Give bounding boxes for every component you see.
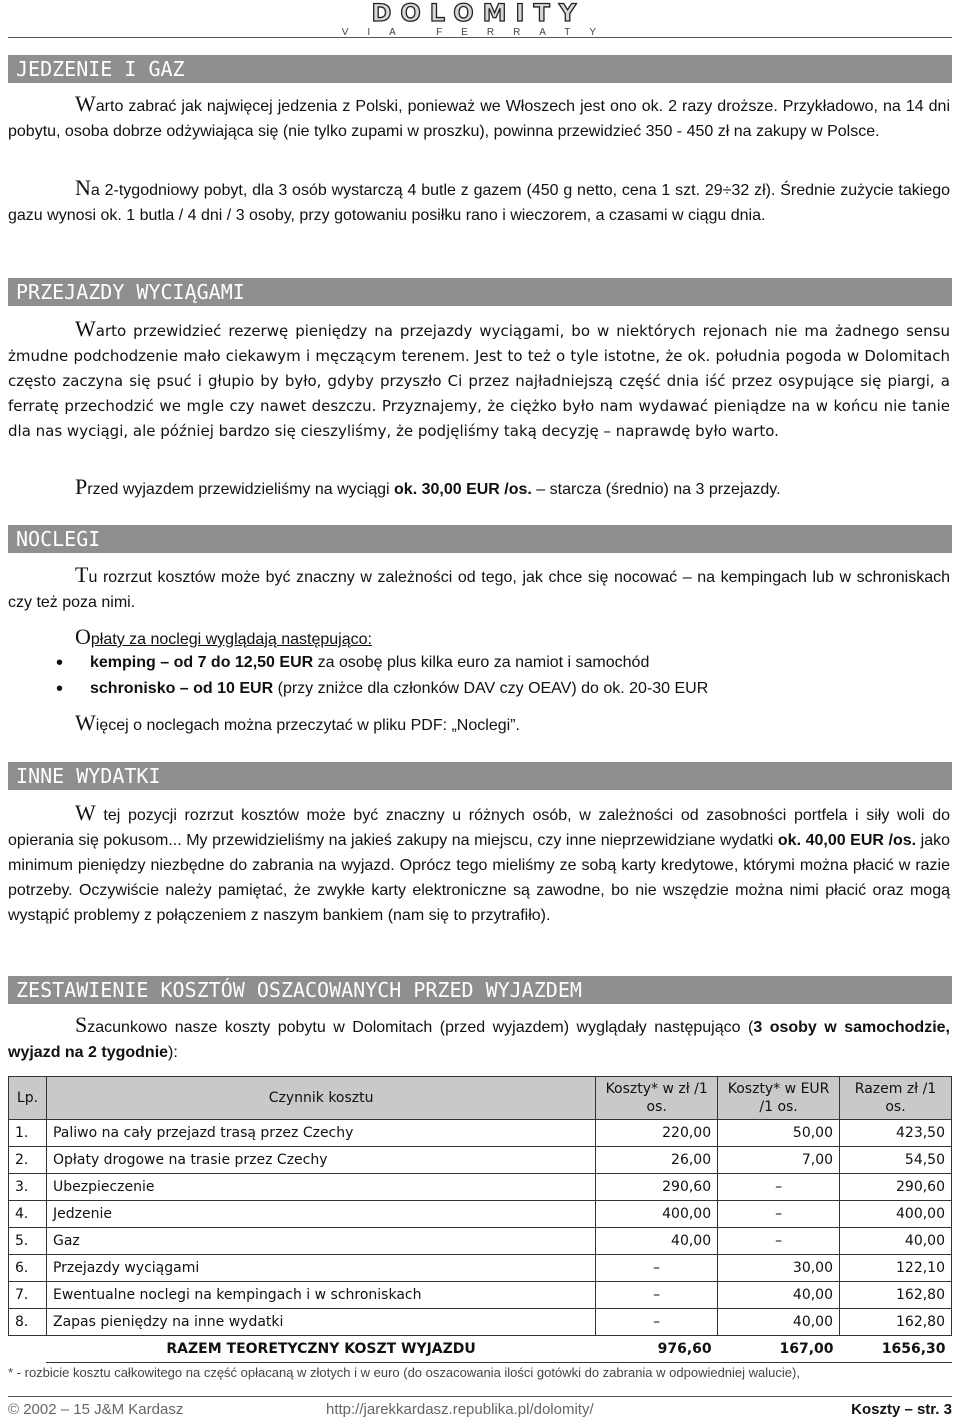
cost-eur: – xyxy=(718,1201,840,1228)
section-title-lodging: NOCLEGI xyxy=(8,525,952,553)
table-row xyxy=(9,1174,952,1201)
table-row xyxy=(9,1147,952,1174)
row-number: 7. xyxy=(9,1282,47,1309)
table-row xyxy=(9,1255,952,1282)
drop-initial: W xyxy=(75,800,96,825)
paragraph-text: płaty za noclegi wyglądają następująco: xyxy=(90,631,372,648)
paragraph-text: jako minimum pieniędzy niezbędne do zabrania na wyjazd. Oprócz tego mieliśmy ze sobą karty kredytowe, którymi można płacić w razie potrzeby. Oczywiście należy pamiętać, że zwykłe karty elektroniczne są zawodne, bo nie wszędzie można nimi płacić oraz mogą wystąpić problemy z połączeniem z naszym bankiem (nam się to przytrafiło). xyxy=(8,832,950,924)
drop-initial: W xyxy=(75,710,96,735)
paragraph-text: rzed wyjazdem przewidzieliśmy na wyciągi xyxy=(87,481,395,498)
total-eur: 167,00 xyxy=(718,1336,840,1363)
lift-budget: ok. 30,00 EUR /os. xyxy=(394,481,532,498)
cost-pln: 400,00 xyxy=(596,1201,718,1228)
cost-eur: – xyxy=(718,1174,840,1201)
paragraph-text: – starcza (średnio) na 3 przejazdy. xyxy=(531,481,781,498)
cost-eur: 40,00 xyxy=(718,1309,840,1336)
section-title-food: JEDZENIE I GAZ xyxy=(8,55,952,83)
cost-total: 162,80 xyxy=(840,1282,952,1309)
cost-table xyxy=(8,1076,952,1363)
drop-initial: W xyxy=(75,316,96,341)
bullet-bold: schronisko – od 10 EUR xyxy=(90,680,274,697)
drop-initial: T xyxy=(75,562,89,587)
cost-pln: 220,00 xyxy=(596,1120,718,1147)
cost-pln: – xyxy=(596,1282,718,1309)
copyright: © 2002 – 15 J&M Kardasz xyxy=(8,1401,184,1418)
cost-pln: 290,60 xyxy=(596,1174,718,1201)
lifts-paragraph-2 xyxy=(8,474,950,502)
col-header: Koszty* w EUR /1 os. xyxy=(718,1077,840,1120)
lodging-paragraph-1 xyxy=(8,562,950,615)
paragraph-text: a 2-tygodniowy pobyt, dla 3 osób wystarczą 4 butle z gazem (450 g netto, cena 1 szt. 29÷32 zł). Średnie zużycie takiego gazu wynosi ok. 1 butla / 4 dni / 3 osoby, przy gotowaniu posiłku rano i wieczorem, a czasami w ciągu dnia. xyxy=(8,182,950,224)
table-row xyxy=(9,1201,952,1228)
page-footer xyxy=(8,1396,952,1419)
section-title-lifts: PRZEJAZDY WYCIĄGAMI xyxy=(8,278,952,306)
trip-params: 3 osoby w samochodzie, wyjazd na 2 tygodnie xyxy=(8,1019,950,1061)
total-label: RAZEM TEORETYCZNY KOSZT WYJAZDU xyxy=(46,1336,595,1363)
drop-initial: P xyxy=(75,474,88,499)
cost-factor: Ewentualne noclegi na kempingach i w schroniskach xyxy=(46,1282,595,1309)
cost-pln: 40,00 xyxy=(596,1228,718,1255)
col-header: Koszty* w zł /1 os. xyxy=(596,1077,718,1120)
row-number: 1. xyxy=(9,1120,47,1147)
row-number: 5. xyxy=(9,1228,47,1255)
cost-pln: – xyxy=(596,1309,718,1336)
table-row xyxy=(9,1228,952,1255)
other-budget: ok. 40,00 EUR /os. xyxy=(777,832,917,849)
paragraph-text: u rozrzut kosztów może być znaczny w zależności od tego, jak chce się nocować – na kempingach lub w schroniskach czy też poza nimi. xyxy=(8,569,950,611)
total-sum: 1656,30 xyxy=(840,1336,952,1363)
col-header: Lp. xyxy=(9,1077,47,1120)
cost-total: 122,10 xyxy=(840,1255,952,1282)
bullet-text: za osobę plus kilka euro za namiot i samochód xyxy=(313,654,650,671)
paragraph-text: arto zabrać jak najwięcej jedzenia z Polski, ponieważ we Włoszech jest ono ok. 2 razy droższe. Przykładowo, na 14 dni pobytu, osoba dobrze odżywiająca się (nie tylko zupami w proszku), powinna przewidzieć 350 - 450 zł na zakupy w Polsce. xyxy=(8,98,950,140)
col-header: Razem zł /1 os. xyxy=(840,1077,952,1120)
table-row xyxy=(9,1309,952,1336)
paragraph-text: ): xyxy=(168,1044,178,1061)
section-title-other: INNE WYDATKI xyxy=(8,762,952,790)
total-pln: 976,60 xyxy=(596,1336,718,1363)
cost-total: 40,00 xyxy=(840,1228,952,1255)
row-number: 6. xyxy=(9,1255,47,1282)
food-paragraph-1 xyxy=(8,91,950,144)
cost-total: 400,00 xyxy=(840,1201,952,1228)
table-row xyxy=(9,1120,952,1147)
paragraph-text: zacunkowo nasze koszty pobytu w Dolomitach (przed wyjazdem) wyglądały następująco ( xyxy=(87,1019,754,1036)
header-rule xyxy=(8,37,952,38)
cost-eur: 30,00 xyxy=(718,1255,840,1282)
lodging-paragraph-2 xyxy=(8,624,950,652)
cost-eur: 7,00 xyxy=(718,1147,840,1174)
list-item xyxy=(90,677,708,701)
cost-factor: Zapas pieniędzy na inne wydatki xyxy=(46,1309,595,1336)
logo-sub: VIA FERRATY xyxy=(341,27,615,38)
cost-total: 162,80 xyxy=(840,1309,952,1336)
drop-initial: N xyxy=(75,175,91,200)
cost-total: 54,50 xyxy=(840,1147,952,1174)
cost-eur: 40,00 xyxy=(718,1282,840,1309)
cost-total: 423,50 xyxy=(840,1120,952,1147)
cost-pln: – xyxy=(596,1255,718,1282)
table-row xyxy=(9,1282,952,1309)
cost-eur: – xyxy=(718,1228,840,1255)
site-link[interactable]: http://jarekkardasz.republika.pl/dolomity/ xyxy=(326,1401,594,1418)
paragraph-text: ięcej o noclegach można przeczytać w pliku PDF: „Noclegi”. xyxy=(95,717,520,734)
cost-total: 290,60 xyxy=(840,1174,952,1201)
cost-factor: Przejazdy wyciągami xyxy=(46,1255,595,1282)
row-number: 8. xyxy=(9,1309,47,1336)
lodging-paragraph-3 xyxy=(8,710,950,738)
row-number: 3. xyxy=(9,1174,47,1201)
empty-cell xyxy=(9,1336,47,1363)
row-number: 4. xyxy=(9,1201,47,1228)
drop-initial: W xyxy=(75,91,96,116)
cost-factor: Gaz xyxy=(46,1228,595,1255)
table-total-row xyxy=(9,1336,952,1363)
page-number: Koszty – str. 3 xyxy=(851,1401,952,1418)
logo-main: DOLOMITY xyxy=(371,0,586,27)
col-header: Czynnik kosztu xyxy=(46,1077,595,1120)
food-paragraph-2 xyxy=(8,175,950,228)
cost-factor: Jedzenie xyxy=(46,1201,595,1228)
table-header-row xyxy=(9,1077,952,1120)
drop-initial: S xyxy=(75,1012,88,1037)
bullet-text: (przy zniżce dla członków DAV czy OEAV) do ok. 20-30 EUR xyxy=(273,680,709,697)
lifts-paragraph-1 xyxy=(8,316,950,444)
paragraph-text: tej pozycji rozrzut kosztów może być znaczny u różnych osób, w zależności od zasobności portfela i siły woli do opierania się pokusom... My przewidzieliśmy na jakieś zakupy na miejscu, czy inne nieprzewidziane wydatki xyxy=(8,807,950,849)
footnote: * - rozbicie kosztu całkowitego na część opłacaną w złotych i w euro (do oszacowania ilości gotówki do zabrania w odpowiedniej walucie), xyxy=(8,1365,800,1380)
table-body xyxy=(9,1120,952,1336)
cost-factor: Opłaty drogowe na trasie przez Czechy xyxy=(46,1147,595,1174)
other-paragraph-1 xyxy=(8,800,950,928)
paragraph-text: arto przewidzieć rezerwę pieniędzy na przejazdy wyciągami, bo w niektórych rejonach nie ma żadnego sensu żmudne podchodzenie mało ciekawym i męczącym terenem. Jest to też o tyle istotne, że ok. południa pogoda w Dolomitach często zaczyna się psuć i głupio by było, gdyby przyszło Ci przez najładniejszą część dnia iść przez osypujące się piargi, a ferratę przechodzić we mgle czy nawet deszczu. Przyznajemy, że ciężko było nam wydawać pieniądze na w końcu nie tanie dla nas wyciągi, ale później bardzo się cieszyliśmy, że podjęliśmy taką decyzję – naprawdę było warto. xyxy=(8,322,950,440)
cost-eur: 50,00 xyxy=(718,1120,840,1147)
cost-pln: 26,00 xyxy=(596,1147,718,1174)
row-number: 2. xyxy=(9,1147,47,1174)
drop-initial: O xyxy=(75,624,91,649)
cost-factor: Ubezpieczenie xyxy=(46,1174,595,1201)
bullet-bold: kemping – od 7 do 12,50 EUR xyxy=(90,654,314,671)
cost-factor: Paliwo na cały przejazd trasą przez Czechy xyxy=(46,1120,595,1147)
list-item xyxy=(90,651,649,675)
section-title-summary: ZESTAWIENIE KOSZTÓW OSZACOWANYCH PRZED WYJAZDEM xyxy=(8,976,952,1004)
dolomity-logo xyxy=(342,1,615,39)
summary-paragraph-1 xyxy=(8,1012,950,1065)
